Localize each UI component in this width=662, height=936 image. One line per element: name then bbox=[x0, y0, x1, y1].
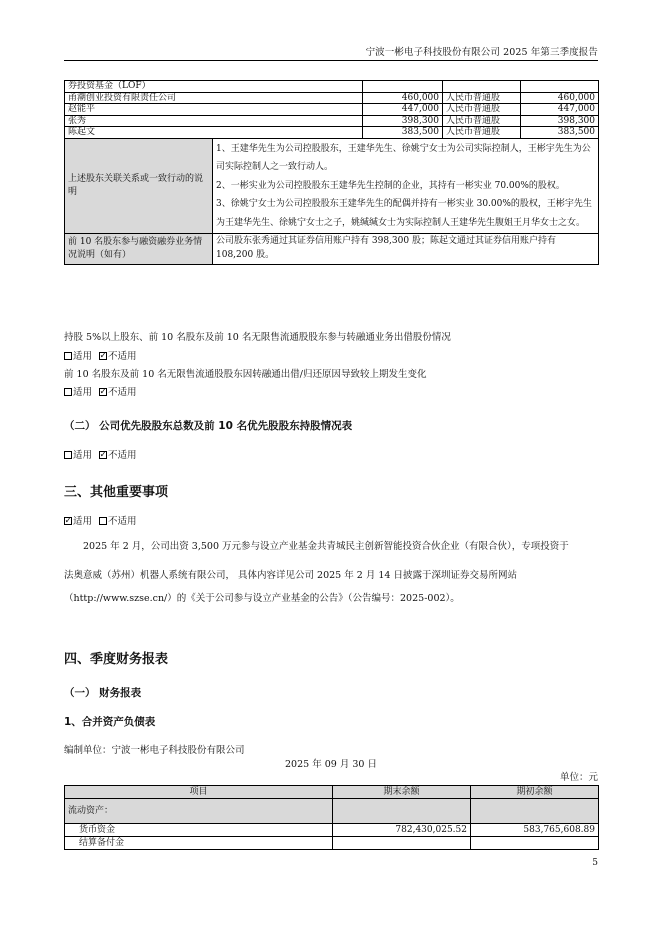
checkbox-unchecked-icon bbox=[64, 352, 72, 360]
table-header-row bbox=[65, 786, 599, 799]
relation-row bbox=[65, 138, 599, 234]
subsection-heading-balance-sheet: 1、合并资产负债表 bbox=[64, 716, 156, 728]
margin-description: 公司股东张秀通过其证券信用账户持有 398,300 股；陈起文通过其证券信用账户持有 108,200 股。 bbox=[213, 234, 599, 265]
table-row bbox=[65, 127, 599, 139]
section-heading-preferred: （二） 公司优先股股东总数及前 10 名优先股股东持股情况表 bbox=[64, 420, 353, 432]
shareholder-name: 张秀 bbox=[65, 115, 363, 127]
row-begin-balance bbox=[471, 799, 599, 824]
other-paragraph-line-2: 法奥意威（苏州）机器人系统有限公司， 具体内容详见公司 2025 年 2 月 14 日披露于深圳证券交易所网站 bbox=[64, 570, 517, 581]
shareholder-name: 陈起文 bbox=[65, 127, 363, 139]
row-begin-balance bbox=[471, 837, 599, 850]
lending-text-1: 持股 5%以上股东、前 10 名股东及前 10 名无限售流通股股东参与转融通业务出借股份情况 bbox=[64, 332, 451, 343]
report-date: 2025 年 09 月 30 日 bbox=[285, 759, 377, 770]
relation-item-1: 1、王建华先生为公司控股股东，王建华先生、徐姚宁女士为公司实际控制人，王彬宇先生为公司实际控制人之一致行动人。 bbox=[216, 143, 591, 172]
option-not-applicable: 不适用 bbox=[108, 516, 137, 527]
option-not-applicable: 不适用 bbox=[108, 450, 137, 461]
table-row bbox=[65, 92, 599, 104]
other-paragraph-line-1: 2025 年 2 月，公司出资 3,500 万元参与设立产业基金共青城民主创新智能投资合伙企业（有限合伙），专项投资于 bbox=[83, 541, 569, 552]
row-begin-balance: 583,765,608.89 bbox=[471, 824, 599, 837]
margin-label: 前 10 名股东参与融资融券业务情况说明（如有） bbox=[65, 234, 213, 265]
share-type: 人民币普通股 bbox=[443, 92, 521, 104]
subsection-heading-statements: （一） 财务报表 bbox=[64, 687, 142, 699]
lending-choice-1 bbox=[64, 351, 137, 363]
option-applicable: 适用 bbox=[73, 351, 93, 362]
row-item: 流动资产： bbox=[65, 799, 333, 824]
table-row bbox=[65, 837, 599, 850]
option-not-applicable: 不适用 bbox=[108, 351, 137, 362]
page-header-title: 宁波一彬电子科技股份有限公司 2025 年第三季度报告 bbox=[365, 47, 598, 58]
table-row bbox=[65, 81, 599, 93]
shareholder-name: 券投资基金（LOF） bbox=[65, 81, 363, 93]
relation-label: 上述股东关联关系或一致行动的说明 bbox=[65, 138, 213, 234]
row-end-balance: 782,430,025.52 bbox=[333, 824, 471, 837]
column-header-end-balance: 期末余额 bbox=[333, 786, 471, 799]
checkbox-checked-icon bbox=[99, 352, 107, 360]
share-amount: 398,300 bbox=[521, 115, 599, 127]
margin-row bbox=[65, 234, 599, 265]
other-paragraph-line-3: （http://www.szse.cn/）的《关于公司参与设立产业基金的公告》（公告编号：2025-002）。 bbox=[64, 593, 460, 604]
currency-unit: 单位：元 bbox=[559, 772, 598, 783]
row-end-balance bbox=[333, 799, 471, 824]
table-row bbox=[65, 115, 599, 127]
section-heading-other: 三、其他重要事项 bbox=[64, 485, 169, 500]
share-type bbox=[443, 81, 521, 93]
option-applicable: 适用 bbox=[73, 387, 93, 398]
shareholder-name: 赵能平 bbox=[65, 104, 363, 116]
checkbox-checked-icon bbox=[99, 388, 107, 396]
column-header-item: 项目 bbox=[65, 786, 333, 799]
lending-text-2: 前 10 名股东及前 10 名无限售流通股股东因转融通出借/归还原因导致较上期发生变化 bbox=[64, 369, 427, 380]
share-type: 人民币普通股 bbox=[443, 104, 521, 116]
header-divider bbox=[64, 60, 598, 61]
shares-held: 383,500 bbox=[363, 127, 443, 139]
balance-sheet-table bbox=[64, 785, 599, 850]
table-row bbox=[65, 104, 599, 116]
compiling-company: 编制单位：宁波一彬电子科技股份有限公司 bbox=[64, 745, 245, 756]
row-item: 货币资金 bbox=[65, 824, 333, 837]
checkbox-checked-icon bbox=[64, 517, 72, 525]
section-heading-financial: 四、季度财务报表 bbox=[64, 652, 169, 667]
preferred-choice bbox=[64, 450, 137, 462]
share-amount: 383,500 bbox=[521, 127, 599, 139]
shares-held bbox=[363, 81, 443, 93]
relation-description bbox=[213, 138, 599, 234]
checkbox-checked-icon bbox=[99, 451, 107, 459]
table-row bbox=[65, 824, 599, 837]
option-not-applicable: 不适用 bbox=[108, 387, 137, 398]
checkbox-unchecked-icon bbox=[99, 517, 107, 525]
column-header-begin-balance: 期初余额 bbox=[471, 786, 599, 799]
relation-item-2: 2、一彬实业为公司控股股东王建华先生控制的企业，其持有一彬实业 70.00%的股权。 bbox=[216, 180, 565, 191]
table-row bbox=[65, 799, 599, 824]
shares-held: 460,000 bbox=[363, 92, 443, 104]
other-choice bbox=[64, 516, 137, 528]
row-end-balance bbox=[333, 837, 471, 850]
share-amount: 460,000 bbox=[521, 92, 599, 104]
option-applicable: 适用 bbox=[73, 516, 93, 527]
checkbox-unchecked-icon bbox=[64, 388, 72, 396]
relation-item-3: 3、徐姚宁女士为公司控股股东王建华先生的配偶并持有一彬实业 30.00%的股权，王彬宇先生为王建华先生、徐姚宁女士之子，姚缄缄女士为实际控制人王建华先生腹姐王月华女士之女。 bbox=[216, 199, 592, 228]
option-applicable: 适用 bbox=[73, 450, 93, 461]
shares-held: 398,300 bbox=[363, 115, 443, 127]
shares-held: 447,000 bbox=[363, 104, 443, 116]
share-type: 人民币普通股 bbox=[443, 115, 521, 127]
page-number: 5 bbox=[592, 858, 598, 868]
share-amount bbox=[521, 81, 599, 93]
share-type: 人民币普通股 bbox=[443, 127, 521, 139]
shareholder-name: 甬潮创业投资有限责任公司 bbox=[65, 92, 363, 104]
checkbox-unchecked-icon bbox=[64, 451, 72, 459]
share-amount: 447,000 bbox=[521, 104, 599, 116]
row-item: 结算备付金 bbox=[65, 837, 333, 850]
lending-choice-2 bbox=[64, 387, 137, 399]
top-shareholders-table bbox=[64, 80, 599, 265]
